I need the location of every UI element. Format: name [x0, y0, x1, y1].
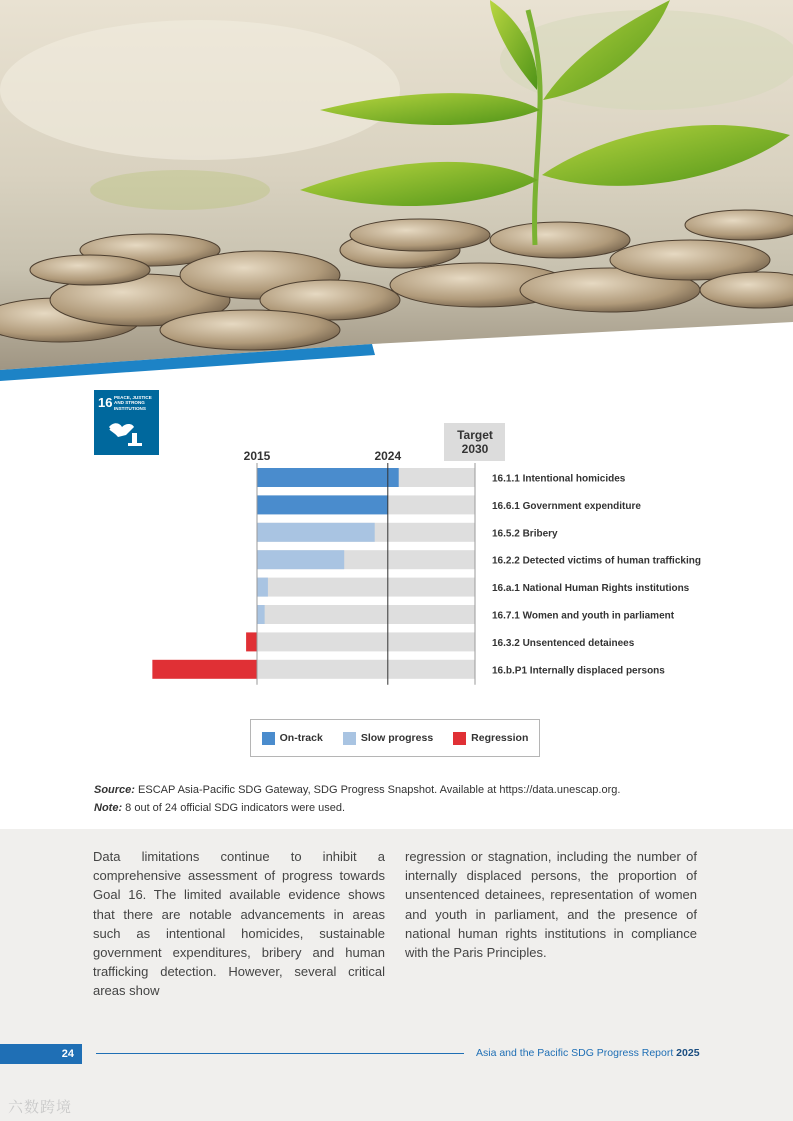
legend-on-track-label: On-track — [279, 732, 323, 744]
target-year-label: 2030 — [461, 442, 489, 456]
badge-title: PEACE, JUSTICE AND STRONG INSTITUTIONS — [114, 395, 152, 411]
legend-regression-label: Regression — [471, 732, 529, 744]
progress-chart-svg — [0, 415, 793, 705]
legend-swatch-slow-progress — [343, 732, 356, 745]
track-bar — [257, 578, 475, 597]
badge-number: 16 — [98, 395, 113, 410]
note-line — [94, 799, 620, 817]
track-bar — [257, 632, 475, 651]
footer-title-text: Asia and the Pacific SDG Progress Report — [476, 1047, 677, 1059]
indicator-bar — [152, 660, 257, 679]
legend-slow-progress-label: Slow progress — [360, 732, 434, 744]
indicator-label: 16.7.1 Women and youth in parliament — [492, 610, 675, 622]
indicator-bar — [257, 468, 399, 487]
body-text-right: regression or stagnation, including the number of internally displaced persons, the proportion of unsentenced detainees, representation of women and youth in parliament, and the presence of national human rights institutions in compliance with the Paris Principles. — [405, 849, 697, 961]
indicator-bar — [257, 550, 344, 569]
footer-title — [476, 1047, 700, 1059]
indicator-label: 16.3.2 Unsentenced detainees — [492, 637, 635, 649]
legend-on-track — [262, 732, 323, 745]
indicator-label: 16.5.2 Bribery — [492, 528, 558, 540]
indicator-label: 16.a.1 National Human Rights institutions — [492, 583, 690, 595]
indicator-bar — [257, 605, 265, 624]
indicator-bar — [257, 523, 375, 542]
track-bar — [257, 605, 475, 624]
footer-year: 2025 — [676, 1047, 700, 1059]
legend-swatch-regression — [453, 732, 466, 745]
indicator-bar — [257, 495, 388, 514]
footer-divider — [96, 1053, 464, 1054]
indicator-label: 16.2.2 Detected victims of human trafficking — [492, 555, 701, 567]
legend-slow-progress — [343, 732, 433, 745]
progress-chart — [0, 415, 793, 705]
axis-label-start: 2015 — [243, 449, 271, 463]
body-text-left: Data limitations continue to inhibit a comprehensive assessment of progress towards Goal 16. The limited available evidence shows that there are notable advancements in areas such as intentional homicides, sustainable government expenditures, bribery and human trafficking detection. However, several critical areas show — [93, 849, 385, 999]
legend-swatch-on-track — [262, 732, 275, 745]
indicator-bar — [246, 632, 257, 651]
source-label: Source: — [94, 784, 135, 796]
note-text: 8 out of 24 official SDG indicators were used. — [122, 802, 346, 814]
axis-label-current: 2024 — [374, 449, 402, 463]
hero-image — [0, 0, 793, 385]
source-line — [94, 781, 620, 799]
chart-legend — [250, 719, 540, 757]
target-label: Target — [457, 428, 493, 442]
source-text: ESCAP Asia-Pacific SDG Gateway, SDG Progress Snapshot. Available at https://data.unescap.org. — [134, 784, 621, 796]
page-number: 24 — [0, 1044, 82, 1064]
indicator-label: 16.b.P1 Internally displaced persons — [492, 665, 665, 677]
chart-notes — [94, 781, 620, 817]
legend-regression — [453, 732, 528, 745]
track-bar — [257, 660, 475, 679]
indicator-bar — [257, 578, 268, 597]
watermark: 六数跨境 — [8, 1099, 73, 1116]
indicator-label: 16.6.1 Government expenditure — [492, 500, 641, 512]
note-label: Note: — [94, 802, 123, 814]
indicator-label: 16.1.1 Intentional homicides — [492, 473, 626, 485]
